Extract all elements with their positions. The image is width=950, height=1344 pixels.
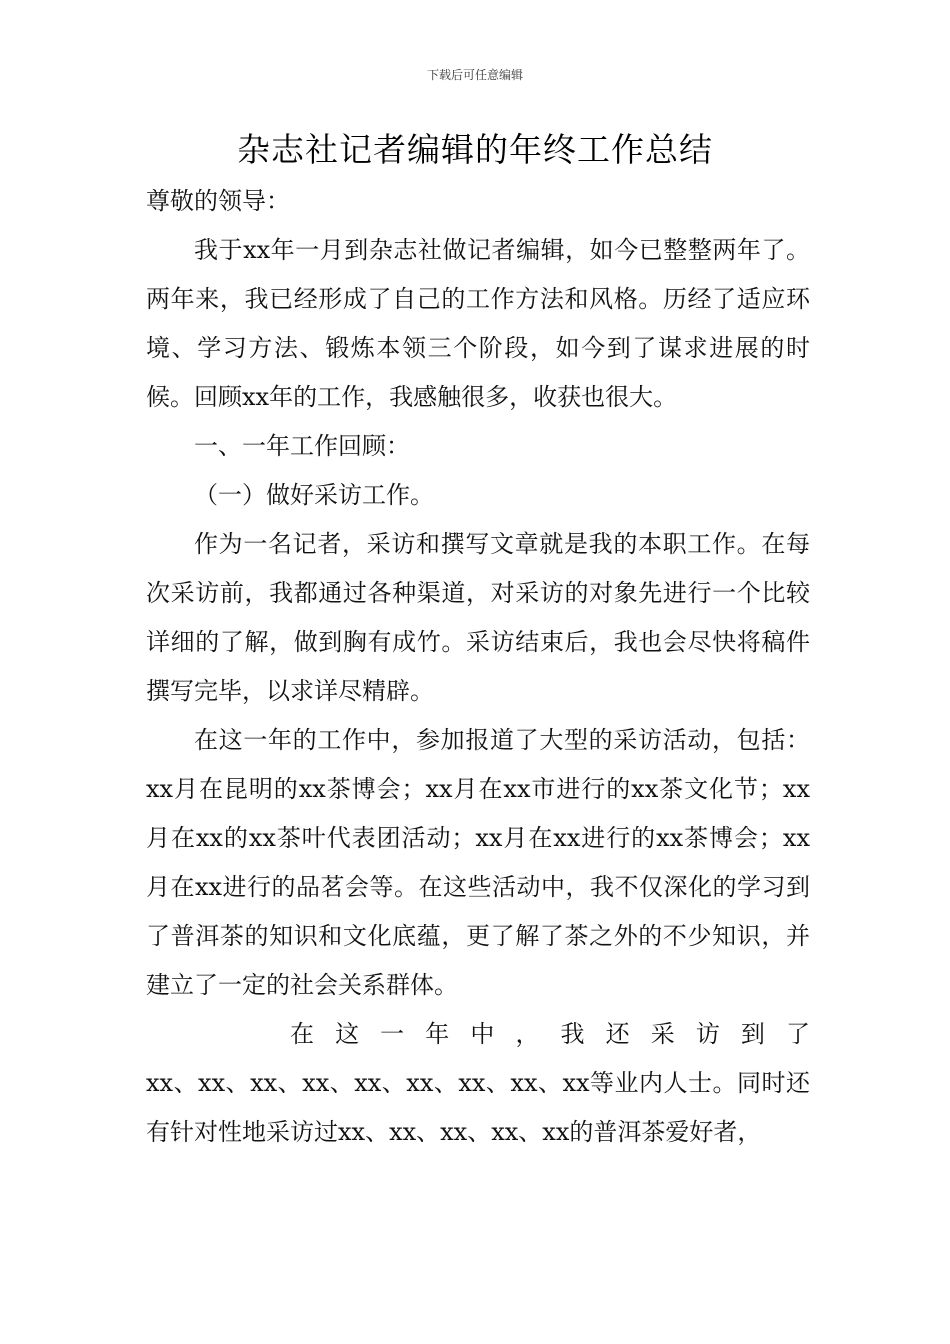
subsection-heading-interviews: （一）做好采访工作。 [194,481,434,509]
page-header-note: 下载后可任意编辑 [426,68,523,82]
salutation: 尊敬的领导： [146,187,290,215]
paragraph-interviewees-rest: xx、xx、xx、xx、xx、xx、xx、xx、xx等业内人士。同时还有针对性地采访过xx、xx、xx、xx、xx的普洱茶爱好者， [146,1069,810,1146]
document-title: 杂志社记者编辑的年终工作总结 [237,130,713,169]
paragraph-interviewees-first-line: 在这一年中，我还采访到了 [290,1020,810,1048]
section-heading-review: 一、一年工作回顾： [194,432,410,460]
paragraph-events: 在这一年的工作中，参加报道了大型的采访活动，包括：xx月在昆明的xx茶博会；xx月在xx市进行的xx茶文化节；xx月在xx的xx茶叶代表团活动；xx月在xx进行的xx茶博会；xx月在xx进行的品茗会等。在这些活动中，我不仅深化的学习到了普洱茶的知识和文化底蕴，更了解了茶之外的不少知识，并建立了一定的社会关系群体。 [146,726,810,999]
paragraph-intro: 我于xx年一月到杂志社做记者编辑，如今已整整两年了。两年来，我已经形成了自己的工作方法和风格。历经了适应环境、学习方法、锻炼本领三个阶段，如今到了谋求进展的时候。回顾xx年的工作，我感触很多，收获也很大。 [146,236,810,411]
document-body [146,177,810,1157]
paragraph-interview-work: 作为一名记者，采访和撰写文章就是我的本职工作。在每次采访前，我都通过各种渠道，对采访的对象先进行一个比较详细的了解，做到胸有成竹。采访结束后，我也会尽快将稿件撰写完毕，以求详尽精辟。 [146,530,810,705]
